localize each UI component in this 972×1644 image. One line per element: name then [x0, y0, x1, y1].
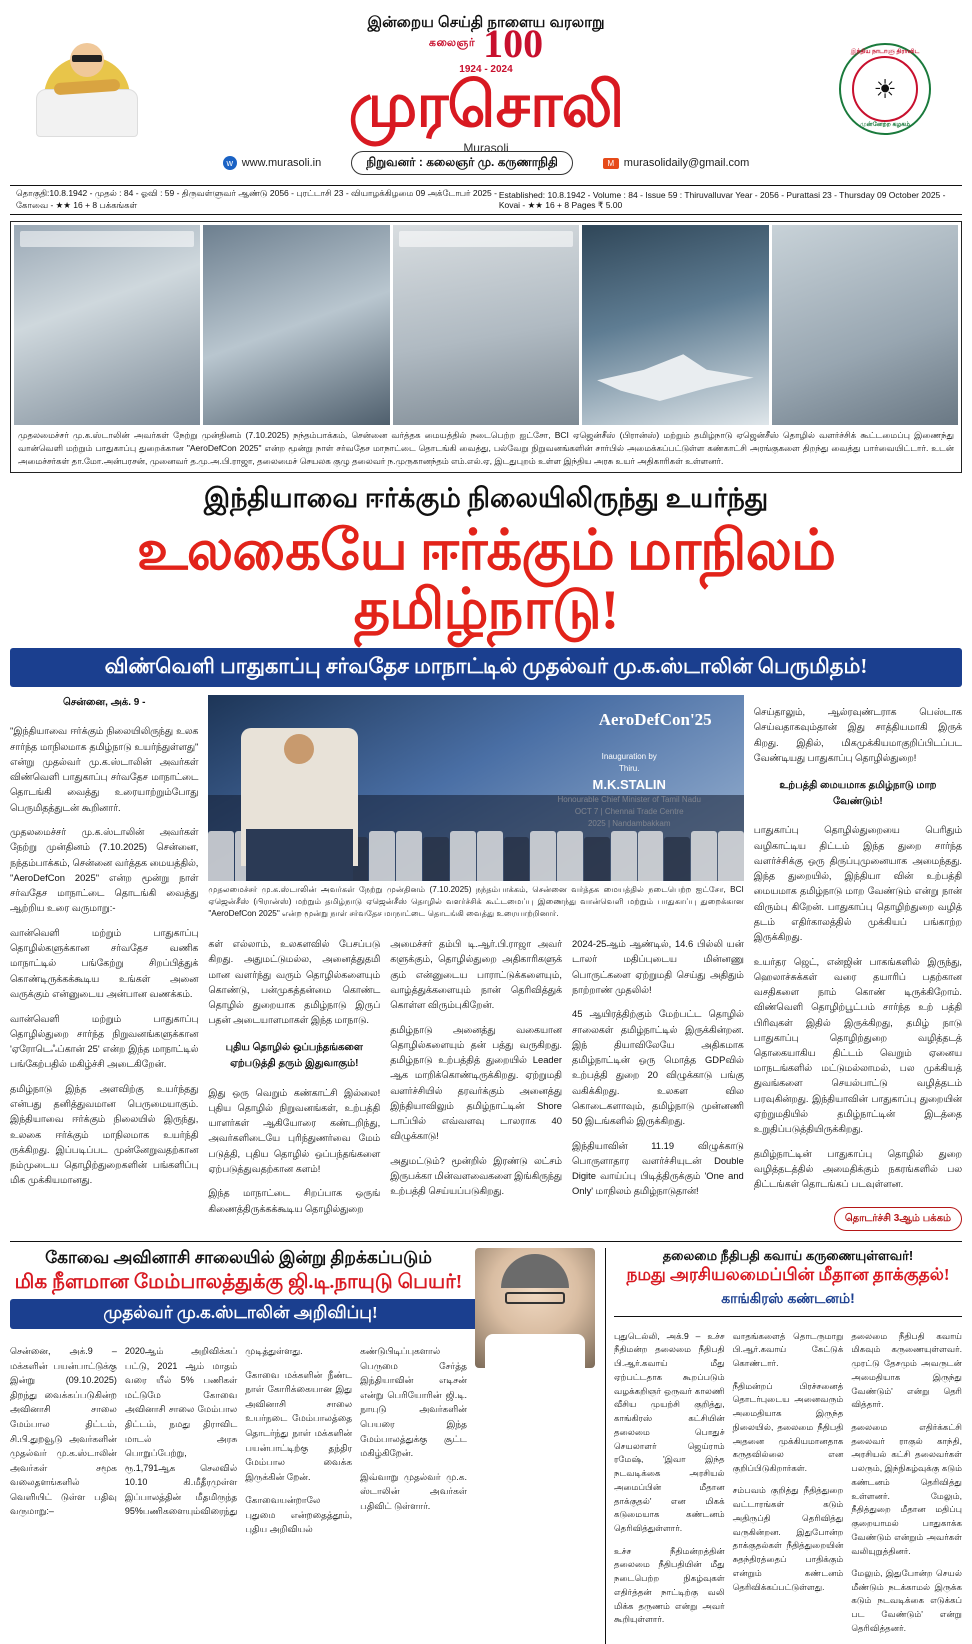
article-paragraph: புதுடெல்லி, அக்.9 – உச்ச நீதிமன்ற தலைமை நீதிபதி பி.ஆர்.கவாய் மீது ஏற்பட்டதாக கூறப்படும் வழக்கறிஞர் ஒருவர் காலணி வீசிய முயற்சி குறித்து, காங்கிரஸ் கட்சியின் தலைமை பொதுச் செயலாளர் ஜெய்ராம் ரமேஷ், 'இவா இந்த நடவடிக்கை அரசியல் அமைப்பின் மீதான தாக்குதல்' என மிகக் கடுமையாக கண்டனம் தெரிவித்துள்ளார். [613, 1330, 725, 1534]
article-subcolumn-right [572, 927, 744, 1226]
gd-naidu-portrait [475, 1248, 595, 1368]
email-link[interactable] [603, 157, 749, 169]
lead-photo-caption: முதலமைச்சர் மு.க.ஸ்டாலின் அவர்கள் நேற்று முன்தினம் (7.10.2025) நந்தம்பாக்கம், சென்னை வர்த்தக மையத்தில் நடைபெற்ற ஐட்சோ, BCI ஏஜென்சீஸ் (பிரான்ஸ்) மற்றும் தமிழ்நாடு ஏஜென்சீஸ் தொழில் வளர்ச்சிக் கூட்டமைப்பு இணைந்து வான்வெளி மற்றும் பாதுகாப்பு துறைக்கான "AeroDefCon 2025" என்ற மூன்று நாள் சர்வதேச மாநாட்டை தொடங்கி வைத்து, பல்வேறு நிறுவனங்களின் சார்பில் அமைக்கப்பட்டுள்ள கண்காட்சி அரங்குகளை திறந்து வைத்து பார்வையிட்டார். உடன் அமைச்சர்கள் தா.மோ.அன்பரசன், முனைவர் த.மு.அ.பி.ராஜா, தலைமைச் செயலக குழு தலைவர் ந.முருகானந்தம் எம்.எல்.ஏ, இடதுபுறம் உள்ள இந்திய அரசு உயர் அதிகாரிகள் உள்ளனர். [18, 430, 954, 466]
flyover-kicker: கோவை அவினாசி சாலையில் இன்று திறக்கப்படும் [45, 1248, 432, 1268]
chief-guest-name: M.K.STALIN [592, 776, 666, 792]
article-paragraph: தமிழ்நாட்டின் பாதுகாப்பு தொழில் துறை வழித்தடத்தில் அமைதிக்கும் நகரங்களில் பல திட்டங்கள் தொடங்கப் படவுள்ளன. [753, 1147, 963, 1190]
email-text: murasolidaily@gmail.com [623, 157, 750, 169]
flyover-column-3 [245, 1335, 352, 1546]
article-paragraph: செய்தாலும், ஆல்ரவுண்டராக பெஸ்டாக செய்வதாகவும்தான் இது சாத்தியமாகி இருக் கிறது. இதில், மிகமுக்கியமாகுறிப்பிடப்பட வேண்டியது பாதுகாப்பு தொழில்துறை! [753, 706, 963, 763]
article-paragraph: அதுமட்டும்? மூன்றில் இரண்டு லட்சம் இருபக்கா மின்வளவைகளை இங்கிருந்து உற்பத்தி செய்யப்படுகிறது. [390, 1154, 562, 1197]
article-paragraph: நீதிமன்றப் பிரச்சனைத் தொடர்புடைய அனைவரும் அமைதியாக இருந்த நிலையில், தலைமை நீதிபதி அதனை முக்கியமானதாக கருதவில்லை என குறிப்பிடுகிறார்கள். [732, 1380, 844, 1474]
article-paragraph: இது ஒரு வெறும் கண்காட்சி இல்லை! புதிய தொழில் நிறுவனங்கள், உற்பத்தி யாளர்கள் ஆகியோரை கண்டறிந்து, அவர்களிடையே புரிந்துணர்வை மேம் படுத்தி, புதிய தொழில் ஒப்பந்தங்களை ஏற்படுத்துவதற்கான களம்! [208, 1086, 381, 1174]
website-text: www.murasoli.in [241, 157, 322, 169]
article-paragraph: முடித்துள்ளது. [245, 1346, 303, 1357]
article-paragraph: 2024-25ஆம் ஆண்டில், 14.6 பில்லி யன் டாலர் மதிப்புடைய மின்னணு பொருட்களை ஏற்றுமதி செய்து அதிதும் நாற்றாண் முதலில்! [571, 938, 744, 995]
bottom-section [10, 1241, 962, 1644]
article-paragraph: சென்னை, அக்.9 – மக்களின் பயன்பாட்டுக்கு இன்று (09.10.2025) திறந்து வைக்கப்படுகின்ற அவினாசி சாலை மேம்பால திட்டம், சி.பி.துறவூடு அவர்களின் முதல்வர் மு.க.ஸ்டாலின் அவர்கள் சமூக வலைதளங்களில் வெளியிட் டுள்ள பதிவு வருமாறு:– [10, 1346, 117, 1517]
article-paragraph: 2020ஆம் அறிவிக்கப் பட்டு, 2021 ஆம் மாதம் வரை யீல் 5% பணிகள் மட்டுமே கோவை அவினாசி சாலை மேம்பால திட்டம், நமது திராவிட மாடல் அரசு பொறுப்பேற்று, ரூ.1,791ஆக செலவில் 10.10 கி.மீதீரமுள்ள இப்பாலத்தின் மீதமிருந்த 95%பணிகளையும்விரைந்து [124, 1346, 238, 1517]
emblem-top-text: இந்திய நாடாளு திராவிட [850, 49, 920, 55]
congress-column-3 [851, 1321, 962, 1644]
centenary-years: 1924 - 2024 [459, 63, 513, 75]
continued-on-page-link[interactable]: தொடர்ச்சி 3ஆம் பக்கம் [834, 1207, 962, 1231]
article-paragraph: கண்டுபிடிப்புகளால் பெருமை சேர்த்த இந்தியாவின் எடிசன் என்று பெரியோரின் ஜி.டி. நாயுடு அவர்களின் பெயரை இந்த மேம்பாலத்துக்கு சூட்ட மகிழ்கிறேன். [360, 1346, 467, 1459]
newspaper-title-roman: Murasoli [463, 140, 509, 155]
article-paragraph: பாதுகாப்பு தொழில்துறையை பெரிதும் வழிகாட்டிய திட்டம் இந்த துறை சார்ந்த வளர்ச்சிக்கு ஒரு திருப்புமுனையாக அமைந்தது. இந்த துறையில், இந்தியா வின் உற்பத்தி மையமாக தமிழ்நாடு மாற வேண்டும் என்று நான் விரும்பு கிறேன். பாதுகாப்பு தொழிற்துறை வழித் தடம் எதிர்காலத்தில் முக்கியப் பங்காற்ற இருக்கிறது. [753, 824, 963, 942]
inauguration-lamp-photo [203, 225, 389, 425]
centenary-number: 100 [483, 20, 544, 66]
article-paragraph: தமிழ்நாடு இந்த அளவிற்கு உயர்ந்தது என்பது தனித்துவமான பெருமையாகும். இந்தியாவை ஈர்க்கும் நிலையில் இருந்து, உலகை ஈர்க்கும் மாநிலமாக உயர்ந்தி ருக்கிறது. இப்படிப்பட முன்னேறுவதற்கான நம்முடைய தொழிற்துறைகளின் பங்களிப்பு மிக முக்கியமானது. [10, 1082, 199, 1186]
article-paragraph: மேலும், இதுபோன்ற செயல் மீண்டும் நடக்காமல் இருக்க கடும் நடவடிக்கை எடுக்கப் பட வேண்டும்' என்று தெரிவித்தனர். [851, 1567, 962, 1633]
article-paragraph: கோவையன்றாலே புதுமை என்றதைத்தூம், புதிய அறிவியல் [245, 1495, 353, 1535]
flyover-column-1 [10, 1335, 117, 1546]
article-subcolumn-middle [390, 927, 562, 1226]
congress-column-2 [733, 1321, 844, 1644]
founder-badge: நிறுவனர் : கலைஞர் மு. கருணாநிதி [351, 151, 573, 175]
article-paragraph: இவ்வாறு முதல்வர் மு.க. ஸ்டாலின் அவர்கள் பதிவிட் டுள்ளார். [360, 1471, 467, 1511]
article-subcolumn-left [208, 927, 380, 1226]
dignitaries-photo [772, 225, 958, 425]
article-paragraph: வான்வெளி மற்றும் பாதுகாப்பு தொழில்துறை சார்ந்த நிறுவனங்களுக்கான 'ஏரோடெஃப்கான் 25' என்ற இந்த மாநாட்டில் பங்கேற்பதில் மகிழ்ச்சி அடைகிறேன். [10, 1012, 199, 1070]
event-name-overlay: AeroDefCon'25 [598, 710, 712, 729]
article-paragraph: உயர்தர ஜெட், என்ஜின் பாகங்களில் இருந்து, ஹெலாச்சுக்கள் வரை தயாரிப் பதற்கான வசதிகளை நாம் கொண் டிருக்கிறோம். விண்வெளி தொழிற்பூட்பம் சார்ந்த உற் பத்தி பிரிவுகள் இதில் இருக்கிறது, தமிழ் நாடு பாதுகாப்பு தொழிற்துறை வழித்தடத் தொகையாகிய திட்டம் வெறும் ஏனைய மாநடங்களில் மட்டுமல்லாமல், பல முக்கியத் துவங்களை செயல்பாட்டு வழித்தடம் பரவுகின்றது. இந்தியாவின் பாதுகாப்பு துறையின் ஏற்றுமதியில் தமிழ்நாட்டின் இடத்தை உறுதிப்படுத்தியிருக்கிறது. [753, 955, 963, 1135]
emblem-glyph: ☀ [852, 56, 918, 122]
headline-band: விண்வெளி பாதுகாப்பு சர்வதேச மாநாட்டில் முதல்வர் மு.க.ஸ்டாலின் பெருமிதம்! [10, 648, 962, 687]
issue-info-bar [10, 185, 962, 215]
lead-photo-strip [10, 221, 962, 473]
article-paragraph: முதலமைச்சர் மு.க.ஸ்டாலின் அவர்கள் நேற்று முன்தினம் (7.10.2025) சென்னை, நந்தம்பாக்கம், சென்னை வர்த்தக மையத்தில், "AeroDefCon 2025" என்ற மூன்று நாள் சர்வதேச மாநாட்டை தொடங்கி வைத்து ஆற்றிய உரை வருமாறு:- [10, 826, 199, 914]
flyover-column-2 [125, 1335, 237, 1546]
flyover-headline: மிக நீளமான மேம்பாலத்துக்கு ஜி.டி.நாயுடு பெயர்! [14, 1271, 463, 1294]
issue-info-english: Established: 10.8.1942 - Volume : 84 - Issue 59 : Thiruvalluvar Year - 2056 - Purattasi 23 - Thursday 09 October 2025 - Kovai - ★★ 16 + 8 Pages ₹ 5.00 [498, 189, 946, 210]
lead-article [10, 695, 962, 1231]
article-subheading: புதிய தொழில் ஒப்பந்தங்களை ஏற்படுத்தி தரும் இதுவாகும்! [225, 1041, 363, 1070]
article-paragraph: கோவை மக்களின் நீண்ட நாள் கோரிக்கையான இது அவினாசி சாலை உயர்நடை மேம்பாலத்தை தொடர்ந்து நாள் மக்களின் பயன்பாட்டிற்கு தந்திர மேம்பால வைக்க இருக்கின் றேன். [245, 1369, 353, 1482]
divider [614, 1316, 962, 1317]
founder-illustration [22, 37, 152, 141]
article-paragraph: 45 ஆயிரத்திற்கும் மேற்பட்ட தொழில் சாலைகள் தமிழ்நாட்டில் இருக்கின்றன. இந் தியாவிலேயே அதிகமாக தமிழ்நாட்டின் ஒரு மொத்த GDPவில் உற்பத்தி துறை 20 விழுக்காடு பங்கு வகிக்கிறது. உலகள வில கொடைகளாவும், தமிழ்நாடு முன்னணி 50 இடங்களில் இருக்கிறது. [571, 1008, 744, 1127]
page-tagline: இன்றைய செய்தி நாளைய வரலாறு [367, 14, 605, 31]
chief-guest-honorific: Thiru. [619, 763, 640, 773]
inauguration-label: Inauguration by [601, 751, 657, 761]
centenary-kalaignar-label: கலைஞர் [428, 36, 476, 49]
article-paragraph: அமைச்சர் தம்பி டி.ஆர்.பி.ராஜா அவர் களுக்கும், தொழில்துறை அதிகாரிகளுக் கும் என்னுடைய பாராட்டுக்களையும், வாழ்த்துக்களையும் நான் தெரிவித்துக் கொள்ள விரும்புகிறேன். [390, 938, 562, 1011]
article-paragraph: இந்த மாநாட்டை சிறப்பாக ஒருங் கிணைத்திருக்கக்கூடிய தொழில்துறை [208, 1187, 381, 1214]
article-paragraph: தமிழ்நாடு அனைத்து வகையான தொழில்களையும் தன் பத்து வருகிறது. தமிழ்நாடு உற்பத்தித் துறையில் Leader ஆக மாறிக்கொண்டிருக்கிறது. ஏற்றுமதி வளர்ச்சியில் தரவர்க்கும் அனைத்து இந்தியாவிலும் தமிழ்நாட்டின் Shore டாப்பில் எவ்வளவு டாலராக 40 விழுக்காடு! [390, 1023, 562, 1142]
issue-info-tamil: தொகுதி:10.8.1942 - முதல் : 84 - ஓவி : 59 - திருவள்ளுவர் ஆண்டு 2056 - புரட்டாசி 23 - வியாழக்கிழமை 09 அக்டோபர் 2025 - கோவை - ★★ 16 + 8 பக்கங்கள் [16, 188, 497, 210]
congress-headline: நமது அரசியலமைப்பின் மீதான தாக்குதல்! [626, 1265, 950, 1285]
congress-story [605, 1248, 962, 1644]
flyover-column-4 [360, 1335, 467, 1546]
flyover-story [10, 1248, 595, 1644]
article-paragraph: உச்ச நீதிமன்றத்தின் தலைமை நீதிபதியின் மீது நடைபெற்ற நிகழ்வுகள் எதிர்த்தன் நாட்டிற்கு வலி மிக்க தருணம் என்று அவர் கூறியுள்ளார். [613, 1545, 725, 1625]
party-emblem-icon [839, 43, 931, 135]
article-column-middle [208, 695, 743, 1231]
mail-icon: M [603, 158, 619, 169]
flyover-band: முதல்வர் மு.க.ஸ்டாலின் அறிவிப்பு! [10, 1299, 595, 1329]
article-paragraph: தலைமை எதிர்க்கட்சி தலைவர் ராகுல் காந்தி, அரசியல் கட்சி தலைவர்கள் பலரும், இந்நிகழ்வுக்கு கடும் கண்டனம் தெரிவித்து உள்ளனர். மேலும், நீதித்துறை மீதான மதிப்பு குறையாமல் பாதுகாக்க வேண்டும் என்றும் அவர்கள் வலியுறுத்தினர். [851, 1421, 962, 1556]
sub-headline: இந்தியாவை ஈர்க்கும் நிலையிலிருந்து உயர்ந்து [203, 483, 769, 514]
article-column-left [10, 695, 198, 1231]
congress-column-1 [614, 1321, 725, 1644]
cm-speech-photo-caption: முதலமைச்சர் மு.க.ஸ்டாலின் அவர்கள் நேற்று முன்தினம் (7.10.2025) நந்தம்பாக்கம், சென்னை வர்த்தக மையத்தில் நடைபெற்ற ஐட்சோ, BCI ஏஜென்சீஸ் (பிரான்ஸ்) மற்றும் தமிழ்நாடு ஏஜென்சீஸ் தொழில் வளர்ச்சிக் கூட்டமைப்பு இணைந்து வான்வெளி மற்றும் பாதுகாப்பு துறைக்கான "AeroDefCon 2025" என்ற மூன்று நாள் சர்வதேச மாநாட்டை தொடங்கி வைத்து உரையாற்றினார். [208, 884, 744, 919]
article-paragraph: வாதங்களைத் தொடருமாறு பி.ஆர்.கவாய் கேட்டுக் கொண்டார். [732, 1330, 844, 1369]
article-dateline: சென்னை, அக். 9 - [62, 696, 146, 708]
article-paragraph: வான்வெளி மற்றும் பாதுகாப்பு தொழில்களுக்கான சர்வதேச வணிக மாநாட்டில் பங்கேற்று சிறப்பித்துக் கொண்டிருக்கக்கூடிய உங்கள் அனை வருக்கும் என்னுடைய அன்பான வணக்கம். [10, 927, 199, 999]
newspaper-title: முரசொலி [348, 71, 624, 140]
cm-speech-photo [208, 695, 743, 881]
emblem-bottom-text: முன்னேற்ற கழகம் [860, 122, 910, 128]
article-subheading: உற்பத்தி மையமாக தமிழ்நாடு மாற வேண்டும்! [779, 779, 937, 807]
karunanidhi-figure-icon [32, 37, 142, 141]
congress-subheadline: காங்கிரஸ் கண்டனம்! [721, 1290, 855, 1307]
masthead-right [820, 43, 950, 135]
article-column-right [754, 695, 962, 1231]
article-paragraph: தலைமை நீதிபதி கவாய் மிகவும் கருணையுள்ளவர். முரட்டு தேசமும் அவருடன் அமைதியாக இருந்து வேண்டும்' என்று தெரி வித்தார். [851, 1330, 962, 1410]
aircraft-model-photo [582, 225, 768, 425]
globe-icon: w [223, 156, 237, 170]
congress-kicker: தலைமை நீதிபதி கவாய் கருணையுள்ளவர்! [662, 1248, 914, 1264]
exhibition-hall-photo [14, 225, 200, 425]
article-paragraph: "இந்தியாவை ஈர்க்கும் நிலையிலிருந்து உலக சார்ந்த மாநிலமாக தமிழ்நாடு உயர்ந்துள்ளது" என்று முதல்வர் மு.க.ஸ்டாலின் அவர்கள் விண்வெளி பாதுகாப்பு சர்வதேச மாநாட்டை தொடங்கி வைத்து உரையாற்றும்போது பெருமிதத்துடன் கூறினார். [10, 725, 199, 813]
article-paragraph: இந்தியாவின் 11.19 விழுக்காடு பொருளாதார வளர்ச்சியுடன் Double Digite வாய்ப்பு பிடித்திருக்கும் 'One and Only' மாநிலம் தமிழ்நாடுதான்! [571, 1139, 744, 1197]
article-paragraph: சம்பவம் குறித்து நீதித்துறை வட்டாரங்கள் கடும் அதிருப்தி தெரிவித்து வருகின்றன. இதுபோன்ற தாக்குதல்கள் நீதித்துறையின் சுதந்திரத்தைப் பாதிக்கும் என்றும் கண்டனம் தெரிவிக்கப்பட்டுள்ளது. [732, 1485, 844, 1592]
main-headline: உலகையே ஈர்க்கும் மாநிலம் தமிழ்நாடு! [136, 520, 836, 642]
ribbon-cutting-photo [393, 225, 579, 425]
website-link[interactable] [223, 156, 321, 170]
article-paragraph: கள் எல்லாம், உலகளவில் பேசப்படு கிறது. அதுமட்டுமல்ல, அனைத்துதமி மான வளர்ந்து வரும் தொழில்களையும் கொண்டு, பன்முகத்தன்மை கொண்ட தொழில் துறையாக தமிழ்நாடு இருப் பதன் அடையாளமாகள் இந்த மாநாடு. [208, 938, 381, 1026]
